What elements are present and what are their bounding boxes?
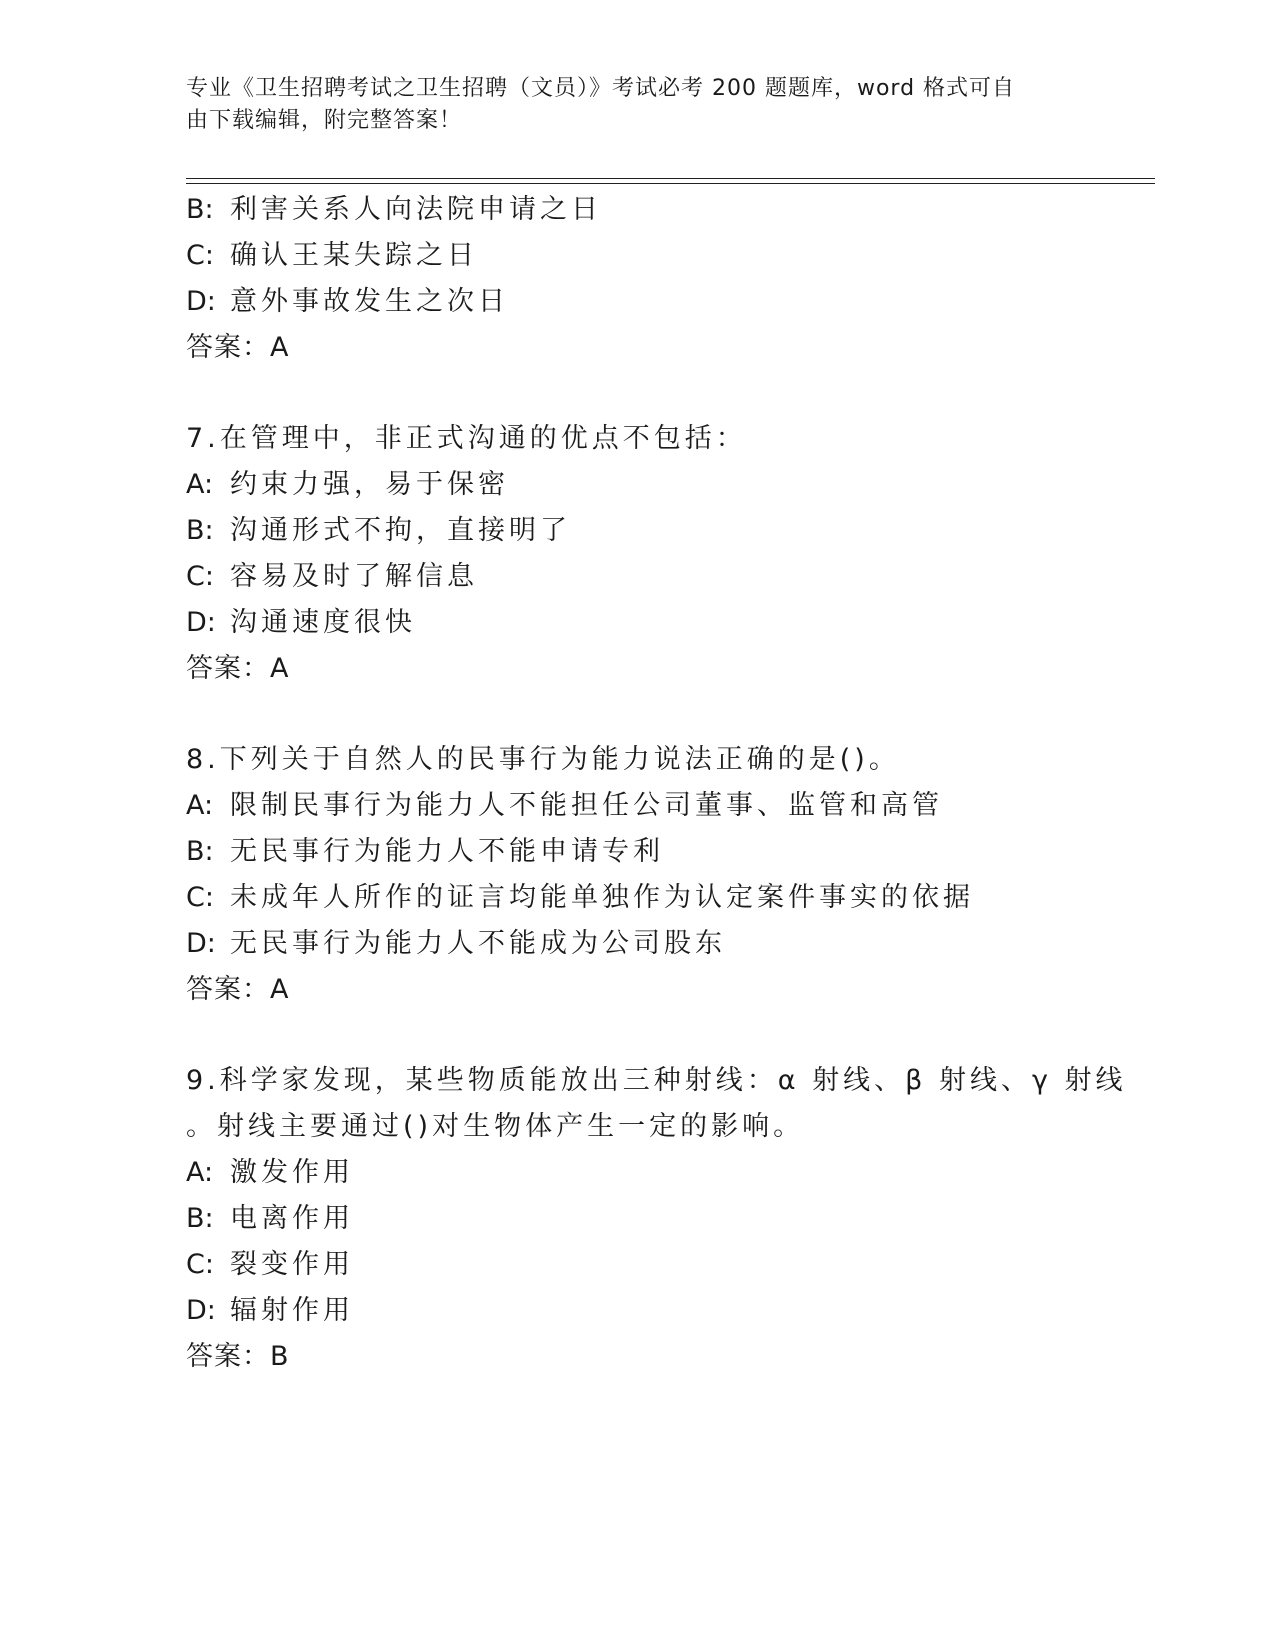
option-label: C: <box>186 240 214 271</box>
question-block-7 <box>186 416 1146 692</box>
option-label: A: <box>186 790 214 821</box>
option-text: 确认王某失踪之日 <box>230 240 478 271</box>
question-list <box>186 187 1146 1380</box>
option-label: D: <box>186 607 216 638</box>
option-label: D: <box>186 286 216 317</box>
option-text: 沟通形式不拘，直接明了 <box>230 515 571 546</box>
question-stem: 9.科学家发现，某些物质能放出三种射线：α 射线、β 射线、γ 射线 <box>186 1065 1127 1096</box>
option-b <box>186 1196 1146 1242</box>
option-label: C: <box>186 882 214 913</box>
option-text: 无民事行为能力人不能申请专利 <box>230 836 664 867</box>
option-label: C: <box>186 561 214 592</box>
header-divider-top <box>186 178 1155 179</box>
option-text: 意外事故发生之次日 <box>230 286 509 317</box>
question-stem: 8.下列关于自然人的民事行为能力说法正确的是()。 <box>186 744 900 775</box>
option-b <box>186 829 1146 875</box>
option-d <box>186 1288 1146 1334</box>
answer-line: 答案：A <box>186 653 290 684</box>
option-label: B: <box>186 194 214 225</box>
option-a <box>186 1150 1146 1196</box>
header-line-2: 由下载编辑，附完整答案！ <box>186 108 463 133</box>
option-label: B: <box>186 515 214 546</box>
option-label: A: <box>186 469 214 500</box>
option-text: 约束力强，易于保密 <box>230 469 509 500</box>
header-line-1: 专业《卫生招聘考试之卫生招聘（文员）》考试必考 200 题题库，word 格式可自 <box>186 76 1016 101</box>
question-stem-continued: 。射线主要通过()对生物体产生一定的影响。 <box>186 1111 805 1142</box>
option-c <box>186 875 1146 921</box>
option-d <box>186 600 1146 646</box>
option-text: 激发作用 <box>230 1157 354 1188</box>
answer-line: 答案：B <box>186 1341 290 1372</box>
option-text: 辐射作用 <box>230 1295 354 1326</box>
option-text: 容易及时了解信息 <box>230 561 478 592</box>
option-text: 限制民事行为能力人不能担任公司董事、监管和高管 <box>230 790 943 821</box>
option-a <box>186 462 1146 508</box>
option-a <box>186 783 1146 829</box>
option-d <box>186 279 1146 325</box>
option-text: 沟通速度很快 <box>230 607 416 638</box>
option-b <box>186 508 1146 554</box>
option-text: 无民事行为能力人不能成为公司股东 <box>230 928 726 959</box>
option-text: 裂变作用 <box>230 1249 354 1280</box>
option-text: 未成年人所作的证言均能单独作为认定案件事实的依据 <box>230 882 974 913</box>
answer-line: 答案：A <box>186 332 290 363</box>
option-c <box>186 1242 1146 1288</box>
answer-line: 答案：A <box>186 974 290 1005</box>
question-block-8 <box>186 737 1146 1013</box>
option-label: D: <box>186 1295 216 1326</box>
option-text: 利害关系人向法院申请之日 <box>230 194 602 225</box>
header-divider-bottom <box>186 183 1155 184</box>
option-label: B: <box>186 836 214 867</box>
question-block-9 <box>186 1058 1146 1380</box>
option-b <box>186 187 1146 233</box>
question-block-prev <box>186 187 1146 371</box>
option-c <box>186 233 1146 279</box>
option-c <box>186 554 1146 600</box>
option-label: C: <box>186 1249 214 1280</box>
option-text: 电离作用 <box>230 1203 354 1234</box>
option-d <box>186 921 1146 967</box>
question-stem: 7.在管理中，非正式沟通的优点不包括： <box>186 423 747 454</box>
option-label: A: <box>186 1157 214 1188</box>
option-label: B: <box>186 1203 214 1234</box>
page-header <box>186 73 1066 137</box>
option-label: D: <box>186 928 216 959</box>
